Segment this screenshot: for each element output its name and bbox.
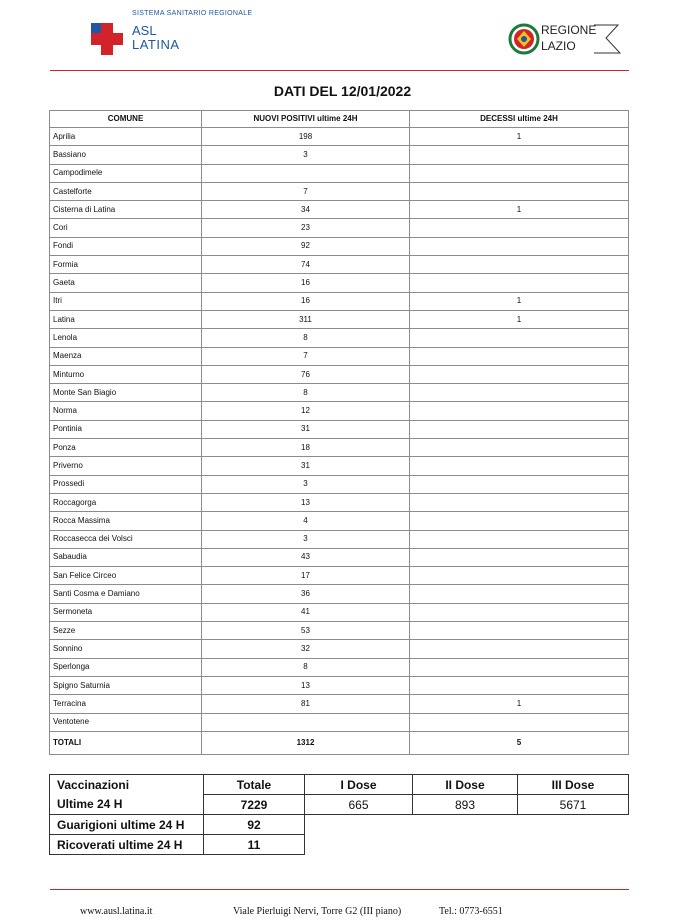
new-positives-value: 13 bbox=[202, 676, 410, 694]
new-positives-value: 18 bbox=[202, 439, 410, 457]
municipality-name: Priverno bbox=[50, 457, 202, 475]
deaths-value bbox=[410, 622, 629, 640]
municipality-name: Cori bbox=[50, 219, 202, 237]
municipality-name: Sperlonga bbox=[50, 658, 202, 676]
municipality-name: Aprilia bbox=[50, 128, 202, 146]
deaths-value bbox=[410, 512, 629, 530]
new-positives-value: 3 bbox=[202, 530, 410, 548]
table-row bbox=[50, 622, 629, 640]
vaccination-header-total: Totale bbox=[204, 775, 305, 795]
table-row bbox=[50, 384, 629, 402]
deaths-value bbox=[410, 676, 629, 694]
municipality-name: Lenola bbox=[50, 329, 202, 347]
municipality-name: Fondi bbox=[50, 237, 202, 255]
table-row bbox=[50, 585, 629, 603]
footer-address: Viale Pierluigi Nervi, Torre G2 (III piano) bbox=[233, 906, 402, 917]
new-positives-value: 13 bbox=[202, 493, 410, 511]
deaths-value bbox=[410, 640, 629, 658]
table-row bbox=[50, 128, 629, 146]
new-positives-value: 53 bbox=[202, 622, 410, 640]
deaths-value: 1 bbox=[410, 310, 629, 328]
deaths-value bbox=[410, 548, 629, 566]
health-cross-icon bbox=[91, 23, 123, 55]
new-positives-value: 81 bbox=[202, 695, 410, 713]
new-positives-value: 8 bbox=[202, 658, 410, 676]
vaccination-values-row bbox=[50, 795, 629, 815]
table-row bbox=[50, 237, 629, 255]
new-positives-value: 36 bbox=[202, 585, 410, 603]
deaths-value bbox=[410, 475, 629, 493]
vaccination-period-label: Ultime 24 H bbox=[50, 795, 204, 815]
table-row bbox=[50, 457, 629, 475]
table-row bbox=[50, 219, 629, 237]
table-row bbox=[50, 548, 629, 566]
municipality-name: Cisterna di Latina bbox=[50, 201, 202, 219]
table-row bbox=[50, 676, 629, 694]
asl-name-line1: ASL bbox=[132, 23, 157, 38]
table-row bbox=[50, 347, 629, 365]
municipality-name: Ventotene bbox=[50, 713, 202, 731]
totals-deaths: 5 bbox=[410, 731, 629, 754]
municipality-name: Monte San Biagio bbox=[50, 384, 202, 402]
new-positives-value: 43 bbox=[202, 548, 410, 566]
new-positives-value: 23 bbox=[202, 219, 410, 237]
deaths-value: 1 bbox=[410, 128, 629, 146]
vaccination-header-first-dose: I Dose bbox=[305, 775, 413, 795]
table-row bbox=[50, 329, 629, 347]
new-positives-value: 3 bbox=[202, 475, 410, 493]
table-row bbox=[50, 310, 629, 328]
deaths-value bbox=[410, 182, 629, 200]
municipality-name: Rocca Massima bbox=[50, 512, 202, 530]
vaccination-first-dose-value: 665 bbox=[305, 795, 413, 815]
deaths-value bbox=[410, 365, 629, 383]
new-positives-value: 8 bbox=[202, 329, 410, 347]
table-row bbox=[50, 182, 629, 200]
deaths-value bbox=[410, 347, 629, 365]
new-positives-value: 31 bbox=[202, 420, 410, 438]
region-name-line1: REGIONE bbox=[541, 23, 597, 37]
new-positives-value: 16 bbox=[202, 292, 410, 310]
deaths-value bbox=[410, 567, 629, 585]
deaths-value bbox=[410, 457, 629, 475]
deaths-value bbox=[410, 164, 629, 182]
vaccination-header-row bbox=[50, 775, 629, 795]
footer-phone: Tel.: 0773-6551 bbox=[439, 906, 503, 917]
new-positives-value: 3 bbox=[202, 146, 410, 164]
new-positives-value: 34 bbox=[202, 201, 410, 219]
table-row bbox=[50, 475, 629, 493]
deaths-value bbox=[410, 146, 629, 164]
new-positives-value: 12 bbox=[202, 402, 410, 420]
column-header-deaths: DECESSI ultime 24H bbox=[410, 111, 629, 128]
asl-name-line2: LATINA bbox=[132, 37, 180, 52]
vaccination-label: Vaccinazioni bbox=[50, 775, 204, 795]
vaccination-second-dose-value: 893 bbox=[413, 795, 518, 815]
header-divider bbox=[50, 70, 629, 71]
table-header-row bbox=[50, 111, 629, 128]
municipality-name: Terracina bbox=[50, 695, 202, 713]
new-positives-value: 76 bbox=[202, 365, 410, 383]
table-row bbox=[50, 512, 629, 530]
totals-row bbox=[50, 731, 629, 754]
municipality-name: Prossedi bbox=[50, 475, 202, 493]
footer-website-link[interactable]: www.ausl.latina.it bbox=[80, 906, 153, 917]
municipality-name: Itri bbox=[50, 292, 202, 310]
new-positives-value: 7 bbox=[202, 347, 410, 365]
new-positives-value: 74 bbox=[202, 256, 410, 274]
municipality-name: Pontinia bbox=[50, 420, 202, 438]
table-row bbox=[50, 256, 629, 274]
new-positives-value: 41 bbox=[202, 603, 410, 621]
table-row bbox=[50, 640, 629, 658]
deaths-value bbox=[410, 493, 629, 511]
municipality-name: Santi Cosma e Damiano bbox=[50, 585, 202, 603]
new-positives-value: 16 bbox=[202, 274, 410, 292]
table-row bbox=[50, 713, 629, 731]
page-title: DATI DEL 12/01/2022 bbox=[273, 83, 412, 99]
table-row bbox=[50, 402, 629, 420]
deaths-value bbox=[410, 585, 629, 603]
totals-new-positives: 1312 bbox=[202, 731, 410, 754]
deaths-value bbox=[410, 274, 629, 292]
municipality-name: Spigno Saturnia bbox=[50, 676, 202, 694]
table-row bbox=[50, 201, 629, 219]
municipality-name: Roccasecca dei Volsci bbox=[50, 530, 202, 548]
municipality-name: Formia bbox=[50, 256, 202, 274]
municipality-name: Latina bbox=[50, 310, 202, 328]
hospitalized-row bbox=[50, 835, 629, 855]
table-row bbox=[50, 365, 629, 383]
new-positives-value: 7 bbox=[202, 182, 410, 200]
table-row bbox=[50, 146, 629, 164]
region-name-line2: LAZIO bbox=[541, 39, 576, 53]
new-positives-value: 8 bbox=[202, 384, 410, 402]
deaths-value bbox=[410, 219, 629, 237]
new-positives-value bbox=[202, 713, 410, 731]
deaths-value bbox=[410, 530, 629, 548]
table-row bbox=[50, 164, 629, 182]
municipality-name: Campodimele bbox=[50, 164, 202, 182]
hospitalized-label: Ricoverati ultime 24 H bbox=[50, 835, 204, 855]
municipality-name: Gaeta bbox=[50, 274, 202, 292]
municipality-name: Sonnino bbox=[50, 640, 202, 658]
new-positives-value: 311 bbox=[202, 310, 410, 328]
deaths-value: 1 bbox=[410, 201, 629, 219]
table-row bbox=[50, 658, 629, 676]
new-positives-value: 198 bbox=[202, 128, 410, 146]
table-row bbox=[50, 530, 629, 548]
table-row bbox=[50, 274, 629, 292]
regione-lazio-logo bbox=[508, 20, 623, 58]
municipality-name: Norma bbox=[50, 402, 202, 420]
deaths-value bbox=[410, 713, 629, 731]
deaths-value bbox=[410, 402, 629, 420]
recoveries-row bbox=[50, 815, 629, 835]
column-header-comune: COMUNE bbox=[50, 111, 202, 128]
municipality-name: Sermoneta bbox=[50, 603, 202, 621]
vaccination-total-value: 7229 bbox=[204, 795, 305, 815]
municipality-name: Castelforte bbox=[50, 182, 202, 200]
deaths-value bbox=[410, 237, 629, 255]
table-row bbox=[50, 439, 629, 457]
asl-latina-logo bbox=[88, 8, 278, 58]
table-row bbox=[50, 695, 629, 713]
footer-divider bbox=[50, 889, 629, 890]
table-row bbox=[50, 603, 629, 621]
new-positives-value: 32 bbox=[202, 640, 410, 658]
deaths-value bbox=[410, 603, 629, 621]
municipality-name: Sezze bbox=[50, 622, 202, 640]
deaths-value: 1 bbox=[410, 292, 629, 310]
vaccination-summary-table bbox=[49, 774, 629, 855]
deaths-value bbox=[410, 658, 629, 676]
municipality-name: Bassiano bbox=[50, 146, 202, 164]
new-positives-value: 92 bbox=[202, 237, 410, 255]
deaths-value bbox=[410, 420, 629, 438]
table-row bbox=[50, 420, 629, 438]
recoveries-value: 92 bbox=[204, 815, 305, 835]
deaths-value bbox=[410, 384, 629, 402]
recoveries-label: Guarigioni ultime 24 H bbox=[50, 815, 204, 835]
municipality-data-table bbox=[49, 110, 629, 755]
municipality-name: Roccagorga bbox=[50, 493, 202, 511]
table-row bbox=[50, 493, 629, 511]
vaccination-header-second-dose: II Dose bbox=[413, 775, 518, 795]
municipality-name: Sabaudia bbox=[50, 548, 202, 566]
municipality-name: Minturno bbox=[50, 365, 202, 383]
deaths-value bbox=[410, 329, 629, 347]
municipality-name: San Felice Circeo bbox=[50, 567, 202, 585]
vaccination-third-dose-value: 5671 bbox=[518, 795, 629, 815]
deaths-value: 1 bbox=[410, 695, 629, 713]
asl-system-label: SISTEMA SANITARIO REGIONALE bbox=[132, 10, 253, 17]
municipality-name: Maenza bbox=[50, 347, 202, 365]
table-row bbox=[50, 567, 629, 585]
new-positives-value: 31 bbox=[202, 457, 410, 475]
vaccination-header-third-dose: III Dose bbox=[518, 775, 629, 795]
hospitalized-value: 11 bbox=[204, 835, 305, 855]
deaths-value bbox=[410, 439, 629, 457]
new-positives-value: 4 bbox=[202, 512, 410, 530]
table-row bbox=[50, 292, 629, 310]
column-header-new-positives: NUOVI POSITIVI ultime 24H bbox=[202, 111, 410, 128]
municipality-name: Ponza bbox=[50, 439, 202, 457]
deaths-value bbox=[410, 256, 629, 274]
totals-label: TOTALI bbox=[50, 731, 202, 754]
new-positives-value: 17 bbox=[202, 567, 410, 585]
new-positives-value bbox=[202, 164, 410, 182]
